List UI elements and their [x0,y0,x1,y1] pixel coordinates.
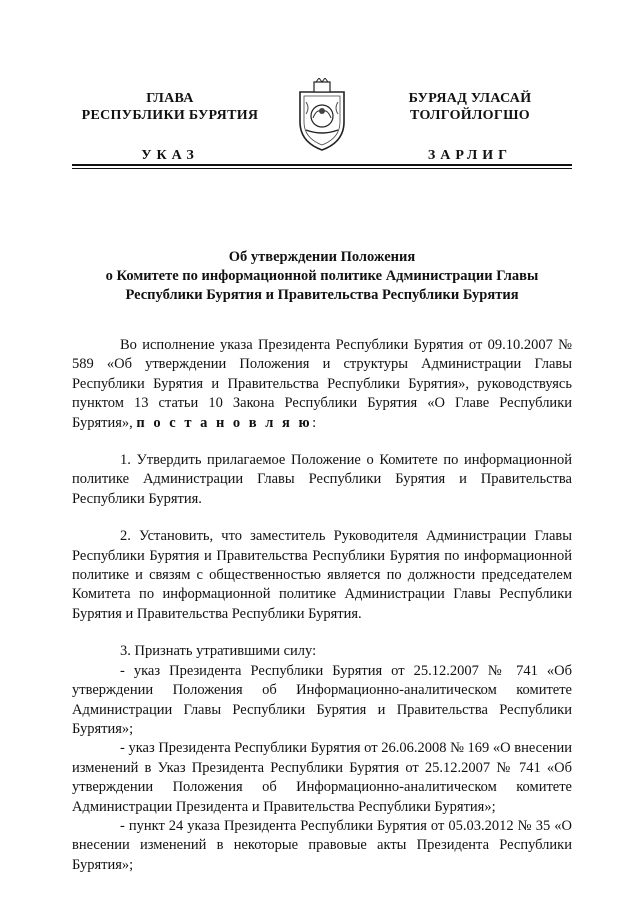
preamble-colon: : [312,414,317,431]
document-title [72,248,572,305]
item-3-paragraph: 3. Признать утратившими силу: [120,643,317,660]
preamble-paragraph [72,336,572,433]
item-1-paragraph: 1. Утвердить прилагаемое Положение о Комитете по информационной политике Администрации Главы Республики Бурятия и Правительства Республики Бурятия. [72,452,572,507]
item-3-subitem-b: - указ Президента Республики Бурятия от 26.06.2008 № 169 «О внесении изменений в Указ Президента Республики Бурятия от 25.12.2007 № 741 «Об утверждении Положения об Информационно-аналитическом комитете Администрации Президента и Правительства Республики Бурятия»; [72,740,572,815]
title-line-2: о Комитете по информационной политике Администрации Главы [105,268,539,284]
decree-word: п о с т а н о в л я ю [136,414,313,431]
header-left-title: ГЛАВА [146,91,194,106]
coat-of-arms-icon [296,78,348,152]
header-left-doc-type: УКАЗ [141,148,199,163]
header-right-doc-type: ЗАРЛИГ [427,148,513,163]
item-2-paragraph: 2. Установить, что заместитель Руководителя Администрации Главы Республики Бурятия и Правительства Республики Бурятия по информационной политике и связям с общественностью является по должности председателем Комитета по информационной политике Администрации Главы Республики Бурятия и Правительства Республики Бурятия. [72,528,572,622]
preamble-text: Во исполнение указа Президента Республики Бурятия от 09.10.2007 № 589 «Об утверждении Положения и структуры Администрации Главы Республики Бурятия и Правительства Республики Бурятия», руководствуясь пунктом 13 статьи 10 Закона Республики Бурятия «О Главе Республики Бурятия», [72,337,572,431]
header-left-subtitle: РЕСПУБЛИКИ БУРЯТИЯ [81,108,259,123]
header-right-block [370,90,570,164]
header-left-block [70,90,270,164]
header-divider-thick [72,164,572,166]
document-body [72,336,572,875]
item-3-subitem-a: - указ Президента Республики Бурятия от 25.12.2007 № 741 «Об утверждении Положения об Информационно-аналитическом комитете Администрации Главы Республики Бурятия и Правительства Республики Бурятия»; [72,662,572,737]
header-right-subtitle: ТОЛГОЙЛОГШО [410,108,530,123]
item-3-subitem-c: - пункт 24 указа Президента Республики Бурятия от 05.03.2012 № 35 «О внесении изменений в некоторые правовые акты Президента Республики Бурятия»; [72,817,572,873]
title-line-3: Республики Бурятия и Правительства Республики Бурятия [125,287,519,303]
header-right-title: БУРЯАД УЛАСАЙ [408,91,532,106]
header-divider-thin [72,168,572,169]
title-line-1: Об утверждении Положения [228,249,416,265]
